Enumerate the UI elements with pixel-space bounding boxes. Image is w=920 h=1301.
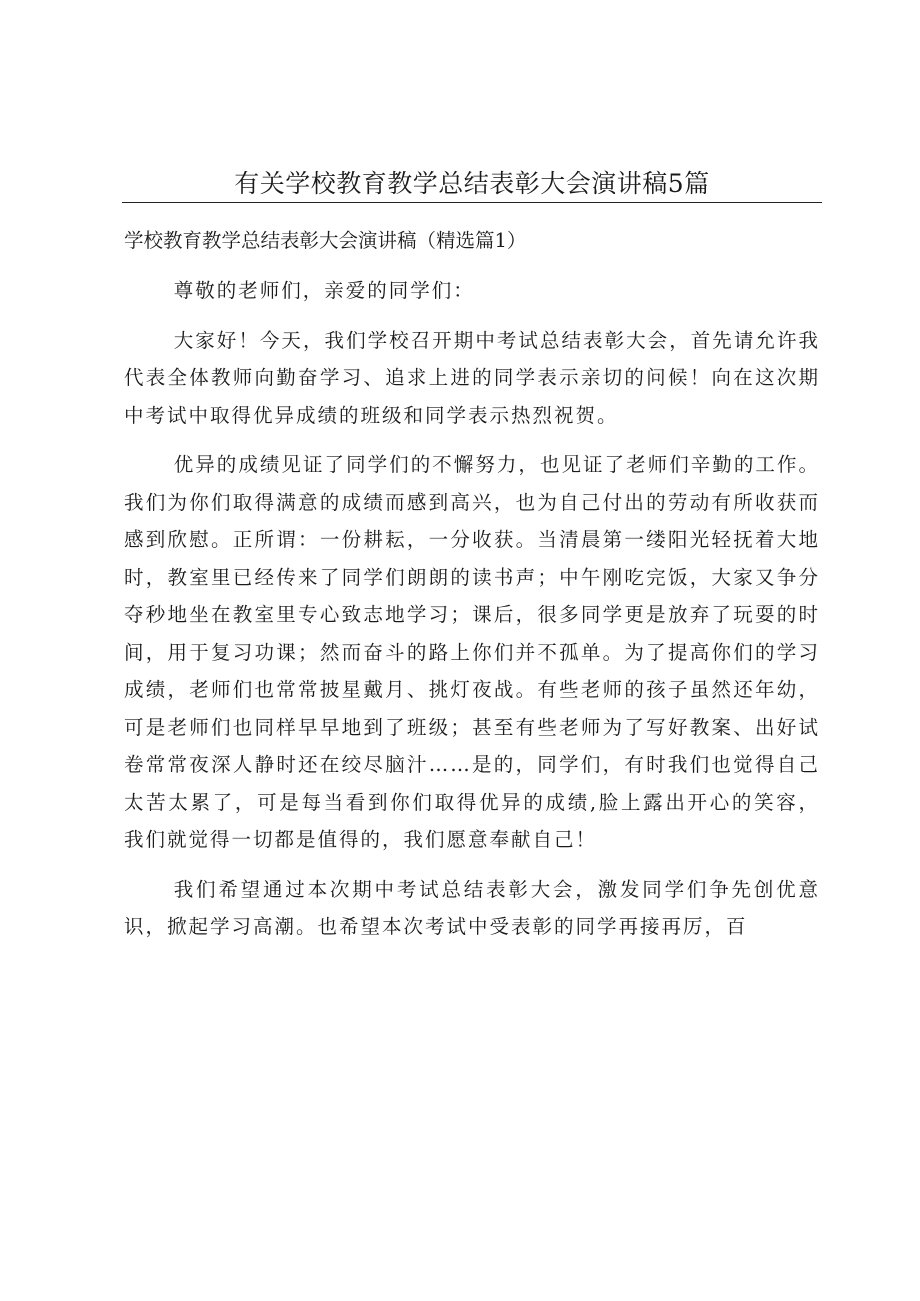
document-title: 有关学校教育教学总结表彰大会演讲稿5篇 bbox=[234, 169, 710, 198]
section-heading: 学校教育教学总结表彰大会演讲稿（精选篇1） bbox=[124, 229, 527, 252]
paragraph: 大家好！今天，我们学校召开期中考试总结表彰大会，首先请允许我代表全体教师向勤奋学习、追求上进的同学表示亲切的问候！向在这次期中考试中取得优异成绩的班级和同学表示热烈祝贺。 bbox=[124, 328, 820, 427]
paragraph: 我们希望通过本次期中考试总结表彰大会，激发同学们争先创优意识，掀起学习高潮。也希望本次考试中受表彰的同学再接再厉，百 bbox=[124, 877, 820, 938]
title-divider bbox=[122, 202, 822, 203]
paragraph-greeting: 尊敬的老师们，亲爱的同学们： bbox=[173, 279, 475, 302]
document-body bbox=[124, 272, 820, 958]
paragraph: 优异的成绩见证了同学们的不懈努力，也见证了老师们辛勤的工作。我们为你们取得满意的成绩而感到高兴，也为自己付出的劳动有所收获而感到欣慰。正所谓：一份耕耘，一分收获。当清晨第一缕阳光轻抚着大地时，教室里已经传来了同学们朗朗的读书声；中午刚吃完饭，大家又争分夺秒地坐在教室里专心致志地学习；课后，很多同学更是放弃了玩耍的时间，用于复习功课；然而奋斗的路上你们并不孤单。为了提高你们的学习成绩，老师们也常常披星戴月、挑灯夜战。有些老师的孩子虽然还年幼，可是老师们也同样早早地到了班级；甚至有些老师为了写好教案、出好试卷常常夜深人静时还在绞尽脑汁……是的，同学们，有时我们也觉得自己太苦太累了，可是每当看到你们取得优异的成绩,脸上露出开心的笑容，我们就觉得一切都是值得的，我们愿意奉献自己！ bbox=[124, 453, 820, 851]
